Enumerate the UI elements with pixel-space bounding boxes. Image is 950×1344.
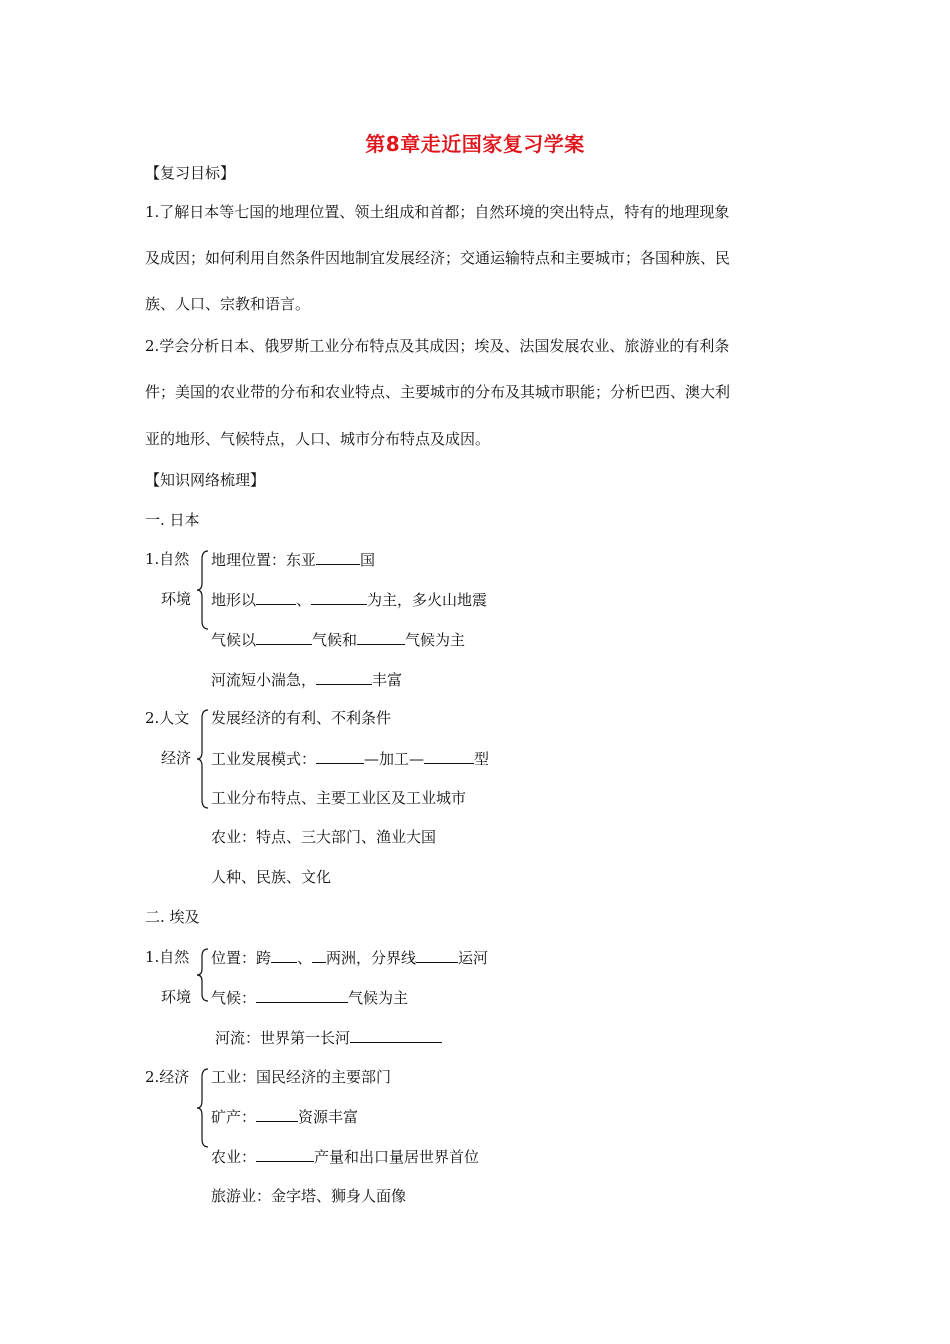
egypt-nature-brace	[195, 947, 211, 1003]
answer-blank	[316, 669, 372, 685]
network-heading: 【知识网络梳理】	[145, 471, 266, 489]
answer-blank	[256, 1146, 314, 1162]
egypt-nature-item-river: 河流：世界第一长河	[215, 1027, 442, 1048]
egypt-economy-brace	[195, 1067, 211, 1149]
answer-blank	[271, 947, 297, 963]
japan-economy-label-top: 2.人文	[145, 709, 190, 727]
goals-p1-line2: 及成因；如何利用自然条件因地制宜发展经济；交通运输特点和主要城市；各国种族、民	[145, 249, 731, 267]
answer-blank	[357, 629, 405, 645]
egypt-nature-label-top: 1.自然	[145, 948, 190, 966]
answer-blank	[256, 1106, 298, 1122]
goals-p1-line1: 1.了解日本等七国的地理位置、领土组成和首都；自然环境的突出特点，特有的地理现象	[145, 203, 730, 221]
goals-p2-line1: 2.学会分析日本、俄罗斯工业分布特点及其成因；埃及、法国发展农业、旅游业的有利条	[145, 337, 730, 355]
japan-economy-label-bottom: 经济	[161, 749, 192, 767]
japan-nature-label-bottom: 环境	[161, 590, 192, 608]
egypt-nature-item-climate: 气候： 气候为主	[211, 989, 409, 1007]
egypt-economy-item-agriculture: 农业： 产量和出口量居世界首位	[211, 1148, 480, 1166]
goals-p2-line2: 件；美国的农业带的分布和农业特点、主要城市的分布及其城市职能；分析巴西、澳大利	[145, 383, 731, 401]
answer-blank	[256, 629, 312, 645]
answer-blank	[311, 589, 367, 605]
egypt-economy-item-tourism: 旅游业：金字塔、狮身人面像	[211, 1187, 407, 1205]
egypt-nature-label-bottom: 环境	[161, 988, 192, 1006]
egypt-heading: 二. 埃及	[145, 908, 200, 926]
japan-heading: 一. 日本	[145, 511, 200, 529]
answer-blank	[416, 947, 458, 963]
japan-nature-item-location: 地理位置：东亚 国	[211, 551, 376, 569]
answer-blank	[316, 549, 360, 565]
japan-economy-item-agriculture: 农业：特点、三大部门、渔业大国	[211, 828, 437, 846]
egypt-economy-item-minerals: 矿产： 资源丰富	[211, 1108, 359, 1126]
japan-economy-item-culture: 人种、民族、文化	[211, 868, 332, 886]
japan-economy-item-conditions: 发展经济的有利、不利条件	[211, 709, 392, 727]
goals-p2-line3: 亚的地形、气候特点，人口、城市分布特点及成因。	[145, 430, 491, 448]
japan-economy-brace	[195, 708, 211, 810]
egypt-economy-item-industry: 工业：国民经济的主要部门	[211, 1068, 392, 1086]
japan-nature-item-terrain: 地形以 、 为主，多火山地震	[211, 591, 488, 609]
answer-blank	[256, 987, 348, 1003]
answer-blank	[312, 947, 326, 963]
answer-blank	[256, 589, 296, 605]
japan-nature-brace	[195, 549, 211, 631]
egypt-economy-label: 2.经济	[145, 1068, 190, 1086]
answer-blank	[316, 748, 364, 764]
japan-nature-item-rivers: 河流短小湍急， 丰富	[211, 671, 403, 689]
egypt-nature-item-location: 位置：跨 、 两洲，分界线 运河	[211, 949, 489, 967]
japan-economy-item-industry-distribution: 工业分布特点、主要工业区及工业城市	[211, 789, 467, 807]
japan-nature-item-climate: 气候以 气候和 气候为主	[211, 631, 466, 649]
answer-blank	[350, 1027, 442, 1043]
goals-heading: 【复习目标】	[145, 164, 236, 182]
japan-nature-label-top: 1.自然	[145, 550, 190, 568]
page-title: 第8章走近国家复习学案	[365, 132, 585, 156]
goals-p1-line3: 族、人口、宗教和语言。	[145, 295, 311, 313]
japan-economy-item-industry-model: 工业发展模式： —加工— 型	[211, 750, 490, 768]
answer-blank	[424, 748, 474, 764]
